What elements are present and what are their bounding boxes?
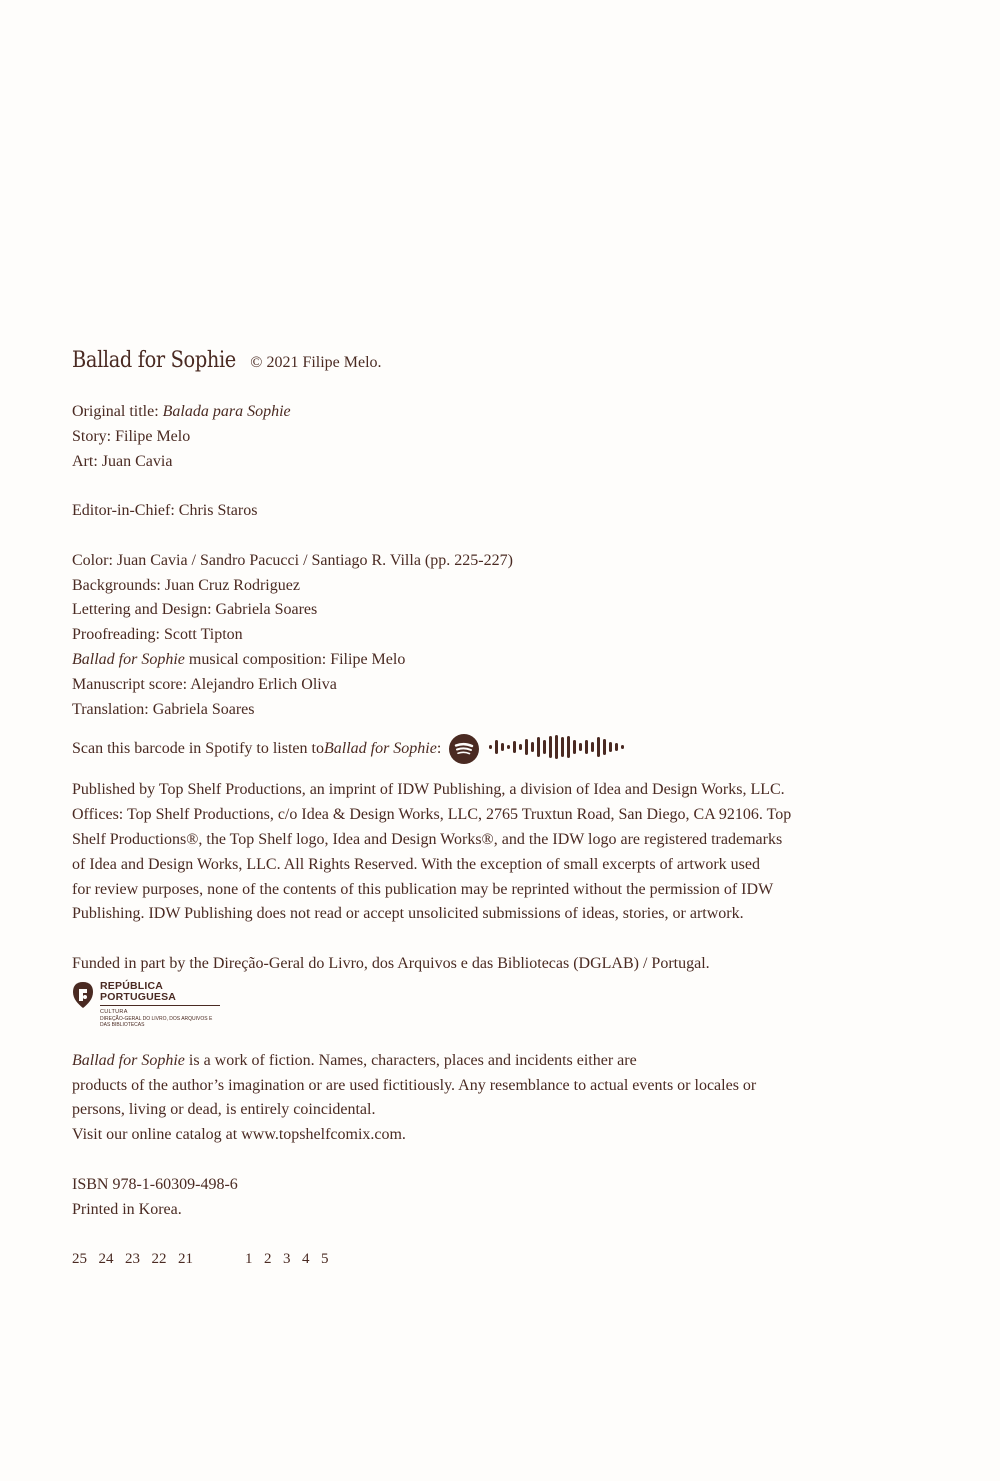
funding-text: Funded in part by the Direção-Geral do Livro, dos Arquivos e das Bibliotecas (DGLAB) / Portugal. [72,954,710,972]
fiction-line-1 [72,1049,872,1074]
credits-original [72,400,872,474]
copyright-notice: © 2021 Filipe Melo. [250,354,382,371]
proofreading-credit: Proofreading: Scott Tipton [72,626,243,644]
publisher-line: Published by Top Shelf Productions, an imprint of IDW Publishing, a division of Idea and Design Works, LLC. [72,781,785,799]
composition-credit [72,648,872,673]
catalog-link[interactable]: Visit our online catalog at www.topshelfcomix.com. [72,1126,406,1144]
print-years: 25 24 23 22 21 [72,1251,193,1268]
publisher-line: for review purposes, none of the contents of this publication may be reprinted without the permission of IDW [72,880,774,898]
fiction-line-2: products of the author’s imagination or are used fictitiously. Any resemblance to actual events or locales or [72,1076,757,1094]
fiction-line-1-rest: is a work of fiction. Names, characters, places and incidents either are [184,1051,637,1069]
page-content [72,350,872,1272]
isbn: ISBN 978-1-60309-498-6 [72,1175,238,1193]
credits-production [72,549,872,723]
logo-line-dglab: DIREÇÃO-GERAL DO LIVRO, DOS ARQUIVOS E DAS BIBLIOTECAS [100,1015,213,1028]
manuscript-credit: Manuscript score: Alejandro Erlich Oliva [72,675,337,693]
editor-credit: Editor-in-Chief: Chris Staros [72,502,258,520]
spotify-prefix: Scan this barcode in Spotify to listen to [72,740,324,758]
publisher-line: Offices: Top Shelf Productions, c/o Idea & Design Works, LLC, 2765 Truxtun Road, San Diego, CA 92106. Top [72,806,792,824]
title-line [72,350,872,374]
isbn-block [72,1173,872,1223]
publisher-notice [72,778,872,927]
art-credit: Art: Juan Cavia [72,452,173,470]
color-credit: Color: Juan Cavia / Sandro Pacucci / Santiago R. Villa (pp. 225-227) [72,551,513,569]
translation-credit: Translation: Gabriela Soares [72,700,255,718]
publisher-line: of Idea and Design Works, LLC. All Rights Reserved. With the exception of small excerpts of artwork used [72,855,760,873]
spotify-row [72,734,872,764]
publisher-line: Publishing. IDW Publishing does not read or accept unsolicited submissions of ideas, stories, or artwork. [72,905,744,923]
spotify-icon [449,734,479,764]
original-title-label: Original title: [72,403,163,420]
dglab-logo [72,981,872,1041]
spotify-title: Ballad for Sophie [323,740,437,758]
book-title: Ballad for Sophie [72,348,236,373]
logo-line-cultura: CULTURA [100,1008,128,1015]
fiction-notice [72,1049,872,1148]
printed-in: Printed in Korea. [72,1200,182,1218]
credits-editor [72,499,872,524]
fiction-title: Ballad for Sophie [72,1051,185,1069]
original-title-line [72,400,872,425]
backgrounds-credit: Backgrounds: Juan Cruz Rodriguez [72,576,300,594]
logo-line-portuguesa: PORTUGUESA [100,992,220,1006]
original-title: Balada para Sophie [162,403,291,420]
spotify-suffix: : [436,740,442,758]
spotify-barcode[interactable] [489,732,631,767]
lettering-credit: Lettering and Design: Gabriela Soares [72,601,318,619]
logo-line-republica: REPÚBLICA [100,979,164,992]
portugal-emblem-icon [72,981,94,1009]
publisher-line: Shelf Productions®, the Top Shelf logo, Idea and Design Works®, and the IDW logo are registered trademarks [72,830,783,848]
dglab-logo-text [100,981,220,1028]
fiction-line-3: persons, living or dead, is entirely coincidental. [72,1101,376,1119]
composition-title: Ballad for Sophie [72,650,185,668]
story-credit: Story: Filipe Melo [72,427,191,445]
composition-rest: musical composition: Filipe Melo [184,650,406,668]
print-numbers: 1 2 3 4 5 [245,1251,329,1268]
print-line [72,1247,872,1272]
